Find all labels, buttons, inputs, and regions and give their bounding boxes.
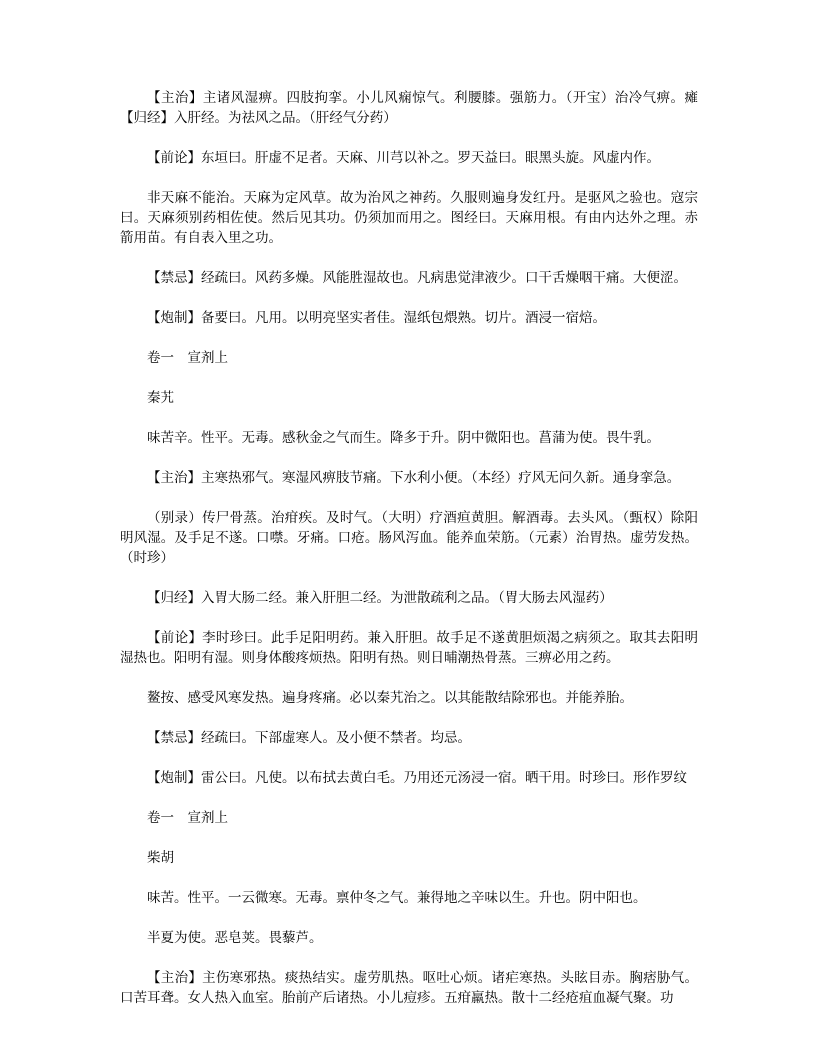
paragraph-qinjiao-contraindications: 【禁忌】经疏曰。下部虚寒人。及小便不禁者。均忌。 [147,730,471,746]
paragraph-qinjiao-indications-cont: （别录）传尸骨蒸。治疳疾。及时气。（大明）疗酒疸黄胆。解酒毒。去头风。（甄权）除阳明风湿。及手足不遂。口噤。牙痛。口疮。肠风泻血。能养血荣筋。（元素）治胃热。虚劳发热。（时珍） [120,510,698,566]
section-heading-2: 卷一 宣剂上 [147,810,228,826]
paragraph-tianma-indications: 【主治】主诸风湿痹。四肢拘挛。小儿风痫惊气。利腰膝。强筋力。（开宝）治冷气痹。瘫【归经】入肝经。为祛风之品。（肝经气分药） [120,90,698,126]
paragraph-tianma-contraindications: 【禁忌】经疏曰。风药多燥。风能胜湿故也。凡病患觉津液少。口干舌燥咽干痛。大便涩。 [147,270,687,286]
paragraph-qinjiao-indications: 【主治】主寒热邪气。寒湿风痹肢节痛。下水利小便。（本经）疗风无问久新。通身挛急。 [147,470,681,486]
paragraph-qinjiao-note: 鳌按、感受风寒发热。遍身疼痛。必以秦艽治之。以其能散结除邪也。并能养胎。 [147,690,633,706]
paragraph-qinjiao-meridian: 【归经】入胃大肠二经。兼入肝胆二经。为泄散疏利之品。（胃大肠去风湿药） [147,590,613,606]
paragraph-qinjiao-nature: 味苦辛。性平。无毒。感秋金之气而生。降多于升。阴中微阳也。菖蒲为使。畏牛乳。 [147,430,660,446]
paragraph-qinjiao-discussion: 【前论】李时珍曰。此手足阳明药。兼入肝胆。故手足不遂黄胆烦渴之病须之。取其去阳明湿热也。阳明有湿。则身体酸疼烦热。阳明有热。则日晡潮热骨蒸。三痹必用之药。 [120,630,698,666]
document-page [120,88,698,1028]
paragraph-qinjiao-processing: 【炮制】雷公曰。凡使。以布拭去黄白毛。乃用还元汤浸一宿。晒干用。时珍曰。形作罗纹 [147,770,687,786]
herb-title-qinjiao: 秦艽 [147,390,174,406]
paragraph-chaihu-nature: 味苦。性平。一云微寒。无毒。禀仲冬之气。兼得地之辛味以生。升也。阴中阳也。 [147,890,647,906]
paragraph-chaihu-assistants: 半夏为使。恶皂荚。畏藜芦。 [147,930,323,946]
paragraph-tianma-processing: 【炮制】备要曰。凡用。以明亮坚实者佳。湿纸包煨熟。切片。酒浸一宿焙。 [147,310,606,326]
paragraph-chaihu-indications: 【主治】主伤寒邪热。痰热结实。虚劳肌热。呕吐心烦。诸疟寒热。头眩目赤。胸痞胁气。口苦耳聋。女人热入血室。胎前产后诸热。小儿痘疹。五疳羸热。散十二经疮疽血凝气聚。功 [120,970,698,1006]
paragraph-tianma-discussion-cont: 非天麻不能治。天麻为定风草。故为治风之神药。久服则遍身发红丹。是驱风之验也。寇宗曰。天麻须别药相佐使。然后见其功。仍须加而用之。图经曰。天麻用根。有由内达外之理。赤箭用苗。有自表入里之功。 [120,190,698,246]
herb-title-chaihu: 柴胡 [147,850,174,866]
section-heading: 卷一 宣剂上 [147,350,228,366]
paragraph-tianma-discussion: 【前论】东垣曰。肝虚不足者。天麻、川芎以补之。罗天益曰。眼黑头旋。风虚内作。 [147,150,660,166]
